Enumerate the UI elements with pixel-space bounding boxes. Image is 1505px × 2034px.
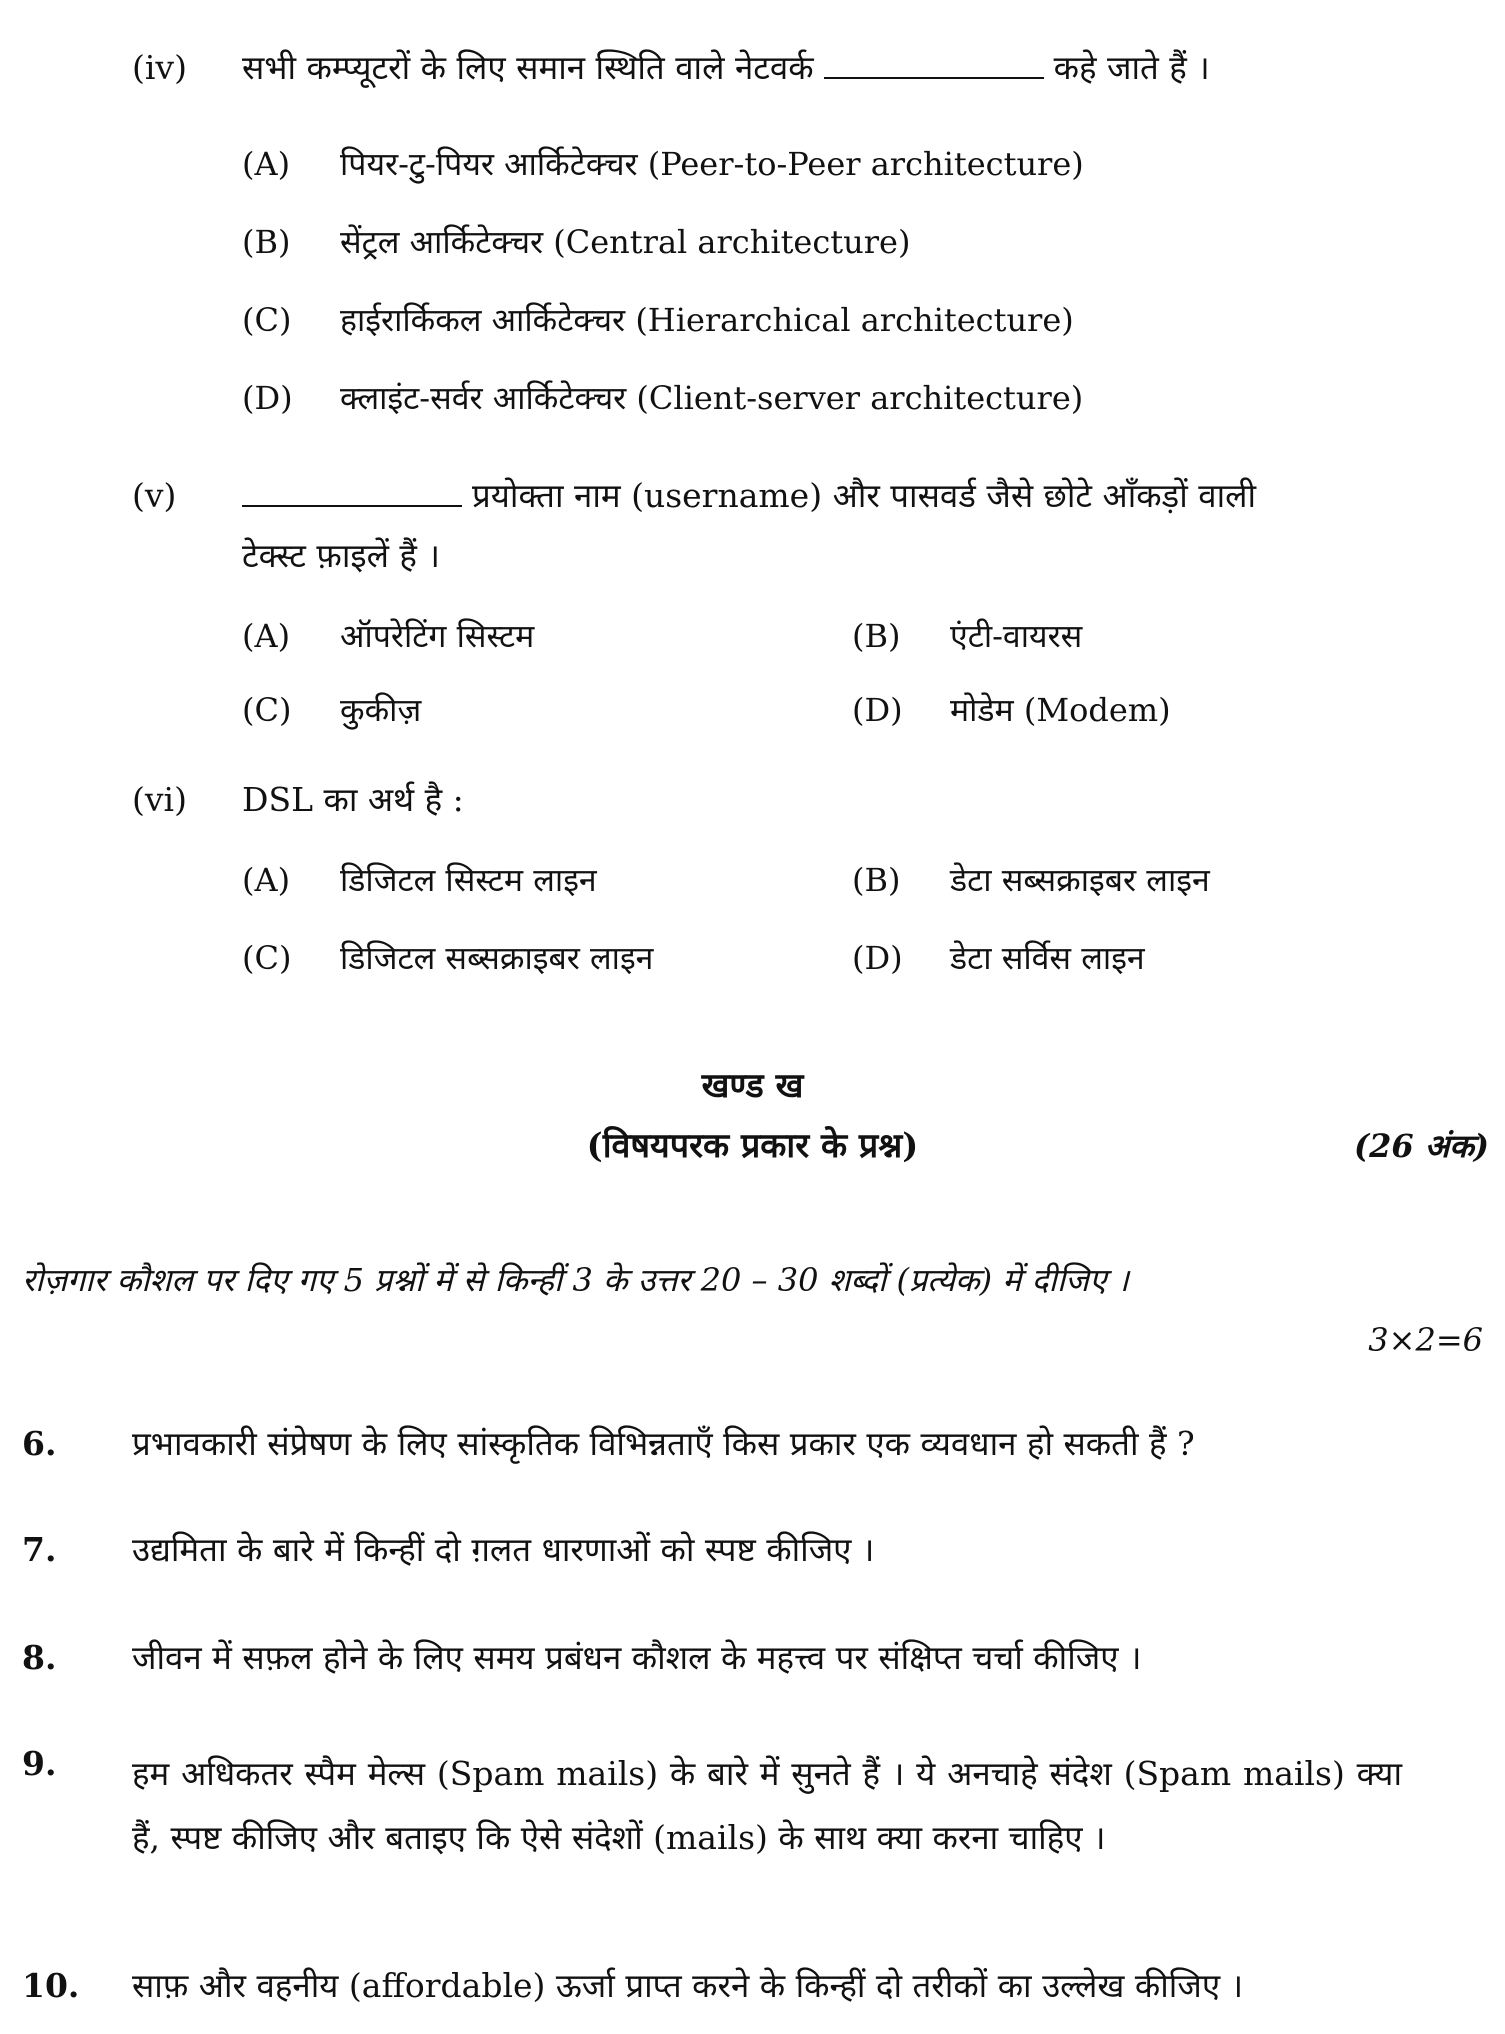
instruction-marks: 3×2=6 [1368,1321,1483,1359]
question-text: DSL का अर्थ है : [242,780,464,819]
option-label: (A) [242,861,291,899]
question-number: 7. [22,1530,57,1569]
option-label: (C) [242,301,292,339]
question-number: (vi) [132,780,187,819]
question-number: (iv) [132,48,187,87]
option-text: क्लाइंट-सर्वर आर्किटेक्चर (Client-server architecture) [340,379,1084,417]
option-text: कुकीज़ [340,691,422,729]
question-number: (v) [132,476,177,515]
question-text: साफ़ और वहनीय (affordable) ऊर्जा प्राप्त करने के किन्हीं दो तरीकों का उल्लेख कीजिए । [132,1966,1244,2005]
option-text: डेटा सर्विस लाइन [950,939,1145,977]
section-marks: (26 अंक) [1354,1127,1489,1165]
question-number: 8. [22,1638,57,1677]
option-label: (D) [852,691,903,729]
option-label: (B) [242,223,291,261]
option-label: (D) [852,939,903,977]
question-text: हम अधिकतर स्पैम मेल्स (Spam mails) के बारे में सुनते हैं । ये अनचाहे संदेश (Spam mails) क्या हैं, स्पष्ट कीजिए और बताइए कि ऐसे संदेशों (mails) के साथ क्या करना चाहिए । [132,1754,1402,1857]
question-text: उद्यमिता के बारे में किन्हीं दो ग़लत धारणाओं को स्पष्ट कीजिए । [132,1530,875,1569]
question-text [242,46,1210,90]
question-text: जीवन में सफ़ल होने के लिए समय प्रबंधन कौशल के महत्त्व पर संक्षिप्त चर्चा कीजिए । [132,1638,1142,1677]
question-number: 6. [22,1424,57,1463]
option-label: (A) [242,617,291,655]
question-text-part: सभी कम्प्यूटरों के लिए समान स्थिति वाले नेटवर्क [242,48,814,87]
question-text-part: प्रयोक्ता नाम (username) और पासवर्ड जैसे छोटे आँकड़ों वाली [472,476,1257,515]
option-label: (C) [242,939,292,977]
instruction-text: रोज़गार कौशल पर दिए गए 5 प्रश्नों में से किन्हीं 3 के उत्तर 20 – 30 शब्दों (प्रत्येक) में दीजिए । [22,1261,1129,1299]
option-text: ऑपरेटिंग सिस्टम [340,617,535,655]
option-text: पियर-टु-पियर आर्किटेक्चर (Peer-to-Peer architecture) [340,145,1084,183]
option-text: मोडेम (Modem) [950,691,1171,729]
option-label: (B) [852,861,901,899]
option-label: (D) [242,379,293,417]
option-text: डेटा सब्सक्राइबर लाइन [950,861,1210,899]
option-label: (C) [242,691,292,729]
question-number: 10. [22,1966,80,2005]
question-text [242,474,1256,518]
question-number: 9. [22,1744,57,1783]
option-text: डिजिटल सिस्टम लाइन [340,861,597,899]
option-label: (B) [852,617,901,655]
fill-blank [242,481,462,507]
question-text-line2: टेक्स्ट फ़ाइलें हैं । [242,536,440,575]
option-label: (A) [242,145,291,183]
option-text: एंटी-वायरस [950,617,1083,655]
fill-blank [824,53,1044,79]
option-text: डिजिटल सब्सक्राइबर लाइन [340,939,654,977]
question-text: प्रभावकारी संप्रेषण के लिए सांस्कृतिक विभिन्नताएँ किस प्रकार एक व्यवधान हो सकती हैं ? [132,1424,1195,1463]
section-title: खण्ड ख [701,1066,804,1106]
section-subtitle: (विषयपरक प्रकार के प्रश्न) [586,1126,919,1166]
option-text: सेंट्रल आर्किटेक्चर (Central architecture) [340,223,911,261]
question-text-part: कहे जाते हैं । [1053,48,1210,87]
option-text: हाईरार्किकल आर्किटेक्चर (Hierarchical architecture) [340,301,1074,339]
